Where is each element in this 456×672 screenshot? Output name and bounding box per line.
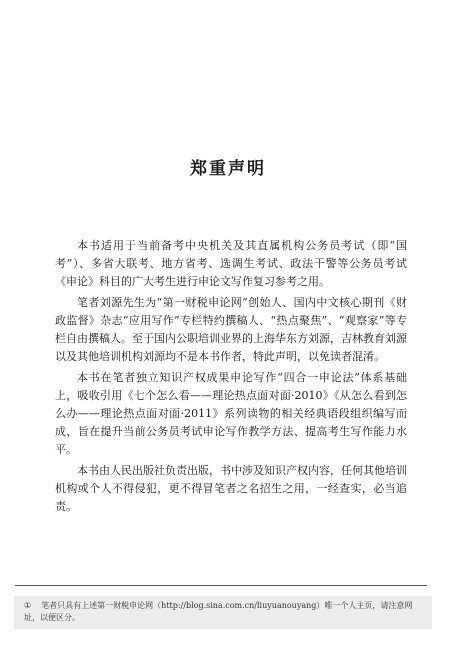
statement-body — [55, 237, 407, 519]
footnote-marker: ① — [24, 601, 32, 610]
paragraph-scope: 本书适用于当前备考中央机关及其直属机构公务员考试（即“国考”）、多省大联考、地方省考、选调生考试、政法干警等公务员考试《申论》科目的广大考生进行申论文写作复习参考之用。 — [55, 239, 407, 288]
footnote-divider — [15, 585, 427, 586]
footnote — [14, 596, 432, 629]
page-title: 郑重声明 — [190, 159, 266, 179]
paragraph-basis: 本书在笔者独立知识产权成果申论写作“四合一申论法”体系基础上，吸收引用《七个怎么看——理论热点面对面·2010》《从怎么看到怎么办——理论热点面对面·2011》系列读物的相关经典语段组织编写而成，旨在提升当前公务员考试申论写作教学方法、提高考生写作能力水平。 — [55, 371, 407, 456]
footnote-text: 笔者只具有上述第一财税申论网（http://blog.sina.com.cn/liuyuanouyang）唯一个人主页，请注意网址，以便区分。 — [24, 601, 413, 622]
paragraph-copyright: 本书由人民出版社负责出版，书中涉及知识产权内容，任何其他培训机构或个人不得侵犯，更不得冒笔者之名招生之用，一经查实，必当追责。 — [55, 464, 407, 513]
paragraph-author: 笔者刘源先生为“第一财税申论网”创始人、国内中文核心期刊《财政监督》杂志“应用写作”专栏特约撰稿人、“热点聚焦”、“观察家”等专栏自由撰稿人。至于国内公职培训业界的上海华东方刘源，吉林教育刘源以及其他培训机构刘源均不是本书作者，特此声明，以免读者混淆。 — [55, 296, 407, 363]
